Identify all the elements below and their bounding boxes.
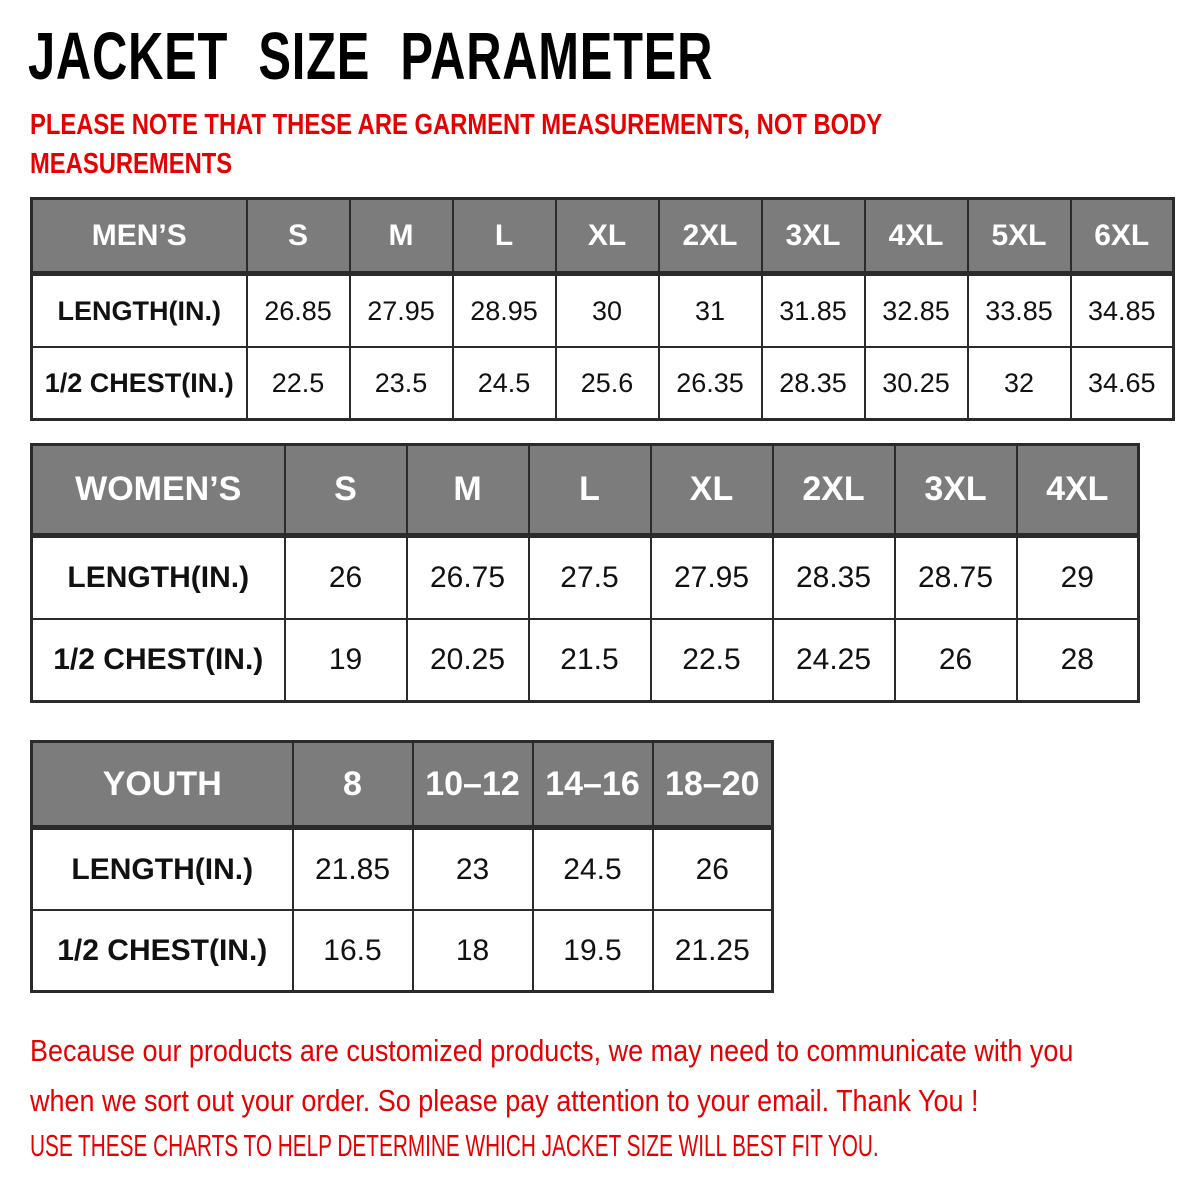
size-value: 23.5 — [350, 347, 453, 420]
size-column-header: 6XL — [1071, 199, 1174, 274]
size-value: 31 — [659, 274, 762, 348]
garment-measurement-note — [30, 106, 1069, 184]
size-column-header: S — [285, 445, 407, 536]
mens-length-row — [32, 274, 1174, 348]
size-value: 28.75 — [895, 536, 1017, 620]
size-value: 32 — [968, 347, 1071, 420]
size-value: 19 — [285, 619, 407, 702]
size-column-header: 10–12 — [413, 742, 533, 828]
size-column-header: 2XL — [659, 199, 762, 274]
size-value: 24.5 — [453, 347, 556, 420]
size-value: 30 — [556, 274, 659, 348]
size-value: 28.95 — [453, 274, 556, 348]
size-value: 26.85 — [247, 274, 350, 348]
size-column-header: 4XL — [1017, 445, 1139, 536]
page-title: JACKET SIZE PARAMETER — [28, 19, 714, 94]
size-value: 28 — [1017, 619, 1139, 702]
size-value: 26.75 — [407, 536, 529, 620]
size-value: 22.5 — [651, 619, 773, 702]
size-value: 18 — [413, 910, 533, 992]
row-label: LENGTH(IN.) — [32, 536, 285, 620]
size-value: 25.6 — [556, 347, 659, 420]
size-column-header: XL — [651, 445, 773, 536]
size-column-header: L — [529, 445, 651, 536]
mens-size-table — [30, 197, 1175, 421]
youth-length-row — [32, 828, 773, 911]
womens-chest-row — [32, 619, 1139, 702]
size-value: 20.25 — [407, 619, 529, 702]
size-value: 21.25 — [653, 910, 773, 992]
youth-table-title: YOUTH — [32, 742, 293, 828]
size-value: 27.95 — [350, 274, 453, 348]
size-column-header: 5XL — [968, 199, 1071, 274]
youth-header-row — [32, 742, 773, 828]
customization-notice — [30, 1026, 1200, 1126]
size-value: 32.85 — [865, 274, 968, 348]
size-value: 23 — [413, 828, 533, 911]
mens-table-title: MEN’S — [32, 199, 247, 274]
womens-header-row — [32, 445, 1139, 536]
size-column-header: XL — [556, 199, 659, 274]
size-column-header: M — [407, 445, 529, 536]
womens-length-row — [32, 536, 1139, 620]
size-value: 21.5 — [529, 619, 651, 702]
size-value: 16.5 — [293, 910, 413, 992]
row-label: 1/2 CHEST(IN.) — [32, 619, 285, 702]
size-value: 26 — [285, 536, 407, 620]
size-value: 33.85 — [968, 274, 1071, 348]
size-value: 19.5 — [533, 910, 653, 992]
mens-header-row — [32, 199, 1174, 274]
size-value: 24.25 — [773, 619, 895, 702]
size-value: 26.35 — [659, 347, 762, 420]
size-value: 34.85 — [1071, 274, 1174, 348]
size-column-header: L — [453, 199, 556, 274]
size-column-header: 8 — [293, 742, 413, 828]
row-label: LENGTH(IN.) — [32, 274, 247, 348]
chart-usage-note — [30, 1128, 1200, 1164]
row-label: 1/2 CHEST(IN.) — [32, 910, 293, 992]
size-column-header: S — [247, 199, 350, 274]
size-value: 27.5 — [529, 536, 651, 620]
note-line-2: MEASUREMENTS — [30, 148, 233, 180]
size-value: 30.25 — [865, 347, 968, 420]
womens-size-table — [30, 443, 1140, 703]
row-label: 1/2 CHEST(IN.) — [32, 347, 247, 420]
size-column-header: 2XL — [773, 445, 895, 536]
size-value: 31.85 — [762, 274, 865, 348]
size-value: 21.85 — [293, 828, 413, 911]
size-value: 22.5 — [247, 347, 350, 420]
womens-table-title: WOMEN’S — [32, 445, 285, 536]
row-label: LENGTH(IN.) — [32, 828, 293, 911]
size-column-header: 14–16 — [533, 742, 653, 828]
size-column-header: M — [350, 199, 453, 274]
size-column-header: 3XL — [762, 199, 865, 274]
youth-size-table — [30, 740, 774, 993]
youth-chest-row — [32, 910, 773, 992]
customization-notice-line-1: Because our products are customized products, we may need to communicate with you — [30, 1033, 1074, 1068]
size-value: 28.35 — [762, 347, 865, 420]
note-line-1: PLEASE NOTE THAT THESE ARE GARMENT MEASUREMENTS, NOT BODY — [30, 109, 883, 141]
size-value: 26 — [653, 828, 773, 911]
size-value: 28.35 — [773, 536, 895, 620]
customization-notice-line-2: when we sort out your order. So please pay attention to your email. Thank You ! — [30, 1083, 979, 1118]
size-value: 34.65 — [1071, 347, 1174, 420]
size-column-header: 18–20 — [653, 742, 773, 828]
size-column-header: 4XL — [865, 199, 968, 274]
size-value: 29 — [1017, 536, 1139, 620]
size-column-header: 3XL — [895, 445, 1017, 536]
chart-usage-note-text: USE THESE CHARTS TO HELP DETERMINE WHICH JACKET SIZE WILL BEST FIT YOU. — [30, 1128, 879, 1163]
size-value: 27.95 — [651, 536, 773, 620]
size-value: 24.5 — [533, 828, 653, 911]
mens-chest-row — [32, 347, 1174, 420]
size-value: 26 — [895, 619, 1017, 702]
